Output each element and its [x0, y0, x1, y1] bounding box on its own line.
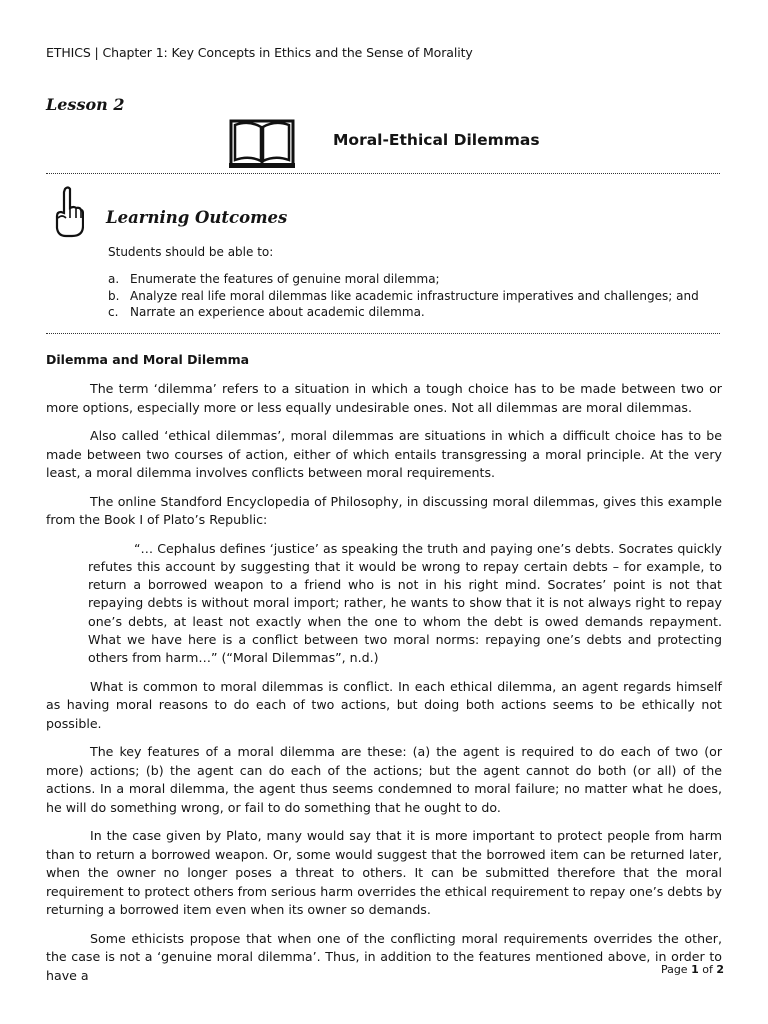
running-header: ETHICS | Chapter 1: Key Concepts in Ethics and the Sense of Morality — [46, 45, 473, 60]
learning-outcomes-title: Learning Outcomes — [106, 208, 288, 227]
page-footer: Page 1 of 2 — [660, 963, 724, 976]
open-book-icon — [229, 118, 295, 170]
pointing-hand-icon — [54, 186, 84, 238]
block-quote: “… Cephalus defines ‘justice’ as speaking the truth and paying one’s debts. Socrates quickly refutes this account by suggesting that it would be wrong to repay certain debts – for example, to return a borrowed weapon to a friend who is not in his right mind. Socrates’ point is not that repaying debts is without moral import; rather, he wants to show that it is not always right to repay one’s debts, at least not exactly when the one to whom the debt is owed demands repayment. What we have here is a conflict between two moral norms: repaying one’s debts and protecting others from harm…” (“Moral Dilemmas”, n.d.) — [88, 540, 722, 666]
page-number: 1 — [691, 963, 699, 976]
list-item: b. Analyze real life moral dilemmas like academic infrastructure imperatives and challenges; and — [108, 288, 699, 303]
dotted-divider — [46, 173, 720, 174]
lesson-label: Lesson 2 — [46, 95, 125, 114]
outcomes-intro: Students should be able to: — [108, 245, 274, 259]
list-item: c. Narrate an experience about academic dilemma. — [108, 305, 425, 319]
section-heading: Dilemma and Moral Dilemma — [46, 352, 250, 367]
paragraph: The key features of a moral dilemma are these: (a) the agent is required to do each of two (or more) actions; (b) the agent can do each of the actions; but the agent cannot do both (or all) of the actions. In a moral dilemma, the agent thus seems condemned to moral failure; no matter what he does, he will do something wrong, or fail to do something that he ought to do. — [46, 744, 722, 815]
paragraph: The term ‘dilemma’ refers to a situation in which a tough choice has to be made between two or more options, especially more or less equally undesirable ones. Not all dilemmas are moral dilemmas. — [46, 381, 722, 415]
paragraph: In the case given by Plato, many would say that it is more important to protect people from harm than to return a borrowed weapon. Or, some would suggest that the borrowed item can be returned later, when the owner no longer poses a threat to others. It can be submitted therefore that the moral requirement to protect others from serious harm overrides the ethical requirement to repay one’s debts by returning a borrowed item even when its owner so demands. — [46, 828, 722, 918]
dotted-divider — [46, 333, 720, 334]
body-text — [46, 380, 722, 995]
paragraph: The online Standford Encyclopedia of Philosophy, in discussing moral dilemmas, gives this example from the Book I of Plato’s Republic: — [46, 493, 722, 527]
paragraph: What is common to moral dilemmas is conflict. In each ethical dilemma, an agent regards himself as having moral reasons to do each of two actions, but doing both actions seems to be ethically not possible. — [46, 678, 722, 731]
outcomes-list — [108, 271, 699, 321]
lesson-title: Moral-Ethical Dilemmas — [333, 131, 540, 149]
paragraph: Some ethicists propose that when one of the conflicting moral requirements overrides the other, the case is not a ‘genuine moral dilemma’. Thus, in addition to the features mentioned above, in order to have a — [46, 930, 722, 983]
paragraph: Also called ‘ethical dilemmas’, moral dilemmas are situations in which a difficult choice has to be made between two courses of action, either of which entails transgressing a moral principle. At the very least, a moral dilemma involves conflicts between moral requirements. — [46, 428, 722, 480]
total-pages: 2 — [716, 963, 724, 976]
list-item: a. Enumerate the features of genuine moral dilemma; — [108, 272, 440, 286]
